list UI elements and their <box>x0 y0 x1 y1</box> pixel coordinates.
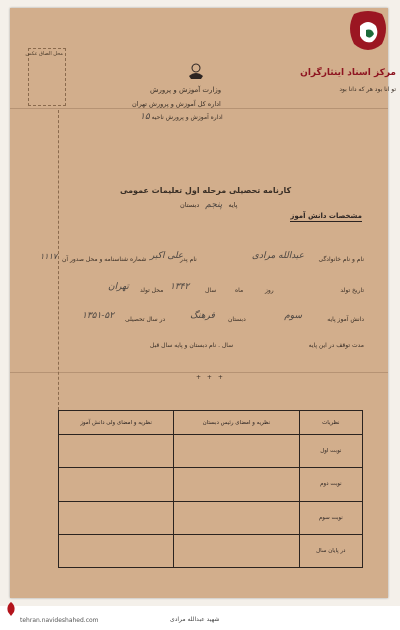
id-number-value: ۱۱۱۷ <box>40 252 58 261</box>
table-row-label: نوبت دوم <box>299 468 362 501</box>
father-name-value: علی اکبر <box>150 251 184 261</box>
header-guardian: نظریه و امضای ولی دانش آموز <box>59 411 174 435</box>
image-caption: شهید عبدالله مرادی <box>170 616 220 623</box>
fold-line <box>10 108 388 109</box>
table-cell <box>174 435 300 468</box>
table-cell <box>174 501 300 534</box>
table-cell <box>174 534 300 567</box>
table-cell <box>59 468 174 501</box>
grade-line: پایه پنجم دبستان <box>180 200 238 210</box>
student-name-value: عبدالله مرادی <box>251 251 304 261</box>
header-comments: نظریات <box>299 411 362 435</box>
tulip-emblem-icon <box>2 600 20 618</box>
birth-place-value: تهران <box>108 282 129 292</box>
grade-in-label: دانش آموز پایه <box>327 316 364 323</box>
ministry-name: وزارت آموزش و پرورش <box>150 86 222 94</box>
previous-school-label: سال . نام دبستان و پایه سال قبل <box>150 342 234 349</box>
previous-grade-value: سوم <box>284 311 302 321</box>
table-row-label: نوبت سوم <box>299 501 362 534</box>
margin-dashed-line <box>58 110 59 410</box>
birth-month-label: ماه <box>235 287 244 294</box>
school-name-value: فرهنگ <box>190 311 215 321</box>
general-directorate: اداره کل آموزش و پرورش تهران <box>132 100 221 108</box>
table-cell <box>174 468 300 501</box>
archive-logo-icon <box>340 8 396 68</box>
fold-line <box>10 372 388 373</box>
archive-logo-title: مرکز اسناد اینثارگران <box>300 68 396 78</box>
stay-duration-label: مدت توقف در این پایه <box>308 342 364 349</box>
academic-year-value: ۱۳۵۱-۵۲ <box>82 311 115 321</box>
table-cell <box>59 501 174 534</box>
report-title: کارنامه تحصیلی مرحله اول تعلیمات عمومی <box>120 186 292 195</box>
birth-day-label: روز <box>265 287 274 294</box>
name-label: نام و نام خانوادگی <box>318 256 364 263</box>
birth-place-label: محل تولد <box>140 287 164 294</box>
father-name-label: نام پدر <box>180 256 197 263</box>
evaluation-table <box>58 410 363 568</box>
photo-label: محل الصاق عکس <box>25 51 63 57</box>
site-url[interactable]: tehran.navideshahed.com <box>20 617 99 624</box>
header-principal: نظریه و امضای رئیس دبستان <box>174 411 300 435</box>
birth-date-label: تاریخ تولد <box>340 287 364 294</box>
birth-year-value: ۱۳۴۲ <box>170 282 190 292</box>
academic-year-label: در سال تحصیلی <box>125 316 166 323</box>
table-row-label: نوبت اول <box>299 435 362 468</box>
fold-crosses: + + + <box>196 374 225 381</box>
lion-sun-emblem-icon <box>186 62 206 80</box>
student-info-heading: مشخصات دانش آموز <box>290 212 362 220</box>
table-cell <box>59 435 174 468</box>
archive-logo-motto: تو انا بود هر که دانا بود <box>339 86 396 93</box>
photo-placeholder <box>25 48 66 106</box>
birth-year-label: سال <box>205 287 217 294</box>
id-number-label: شماره شناسنامه و محل صدور آن <box>62 256 147 263</box>
school-label: دبستان <box>228 316 246 323</box>
table-row-label: در پایان سال <box>299 534 362 567</box>
table-cell <box>59 534 174 567</box>
local-directorate: اداره آموزش و پرورش ناحیه ۱۵ <box>140 112 223 122</box>
